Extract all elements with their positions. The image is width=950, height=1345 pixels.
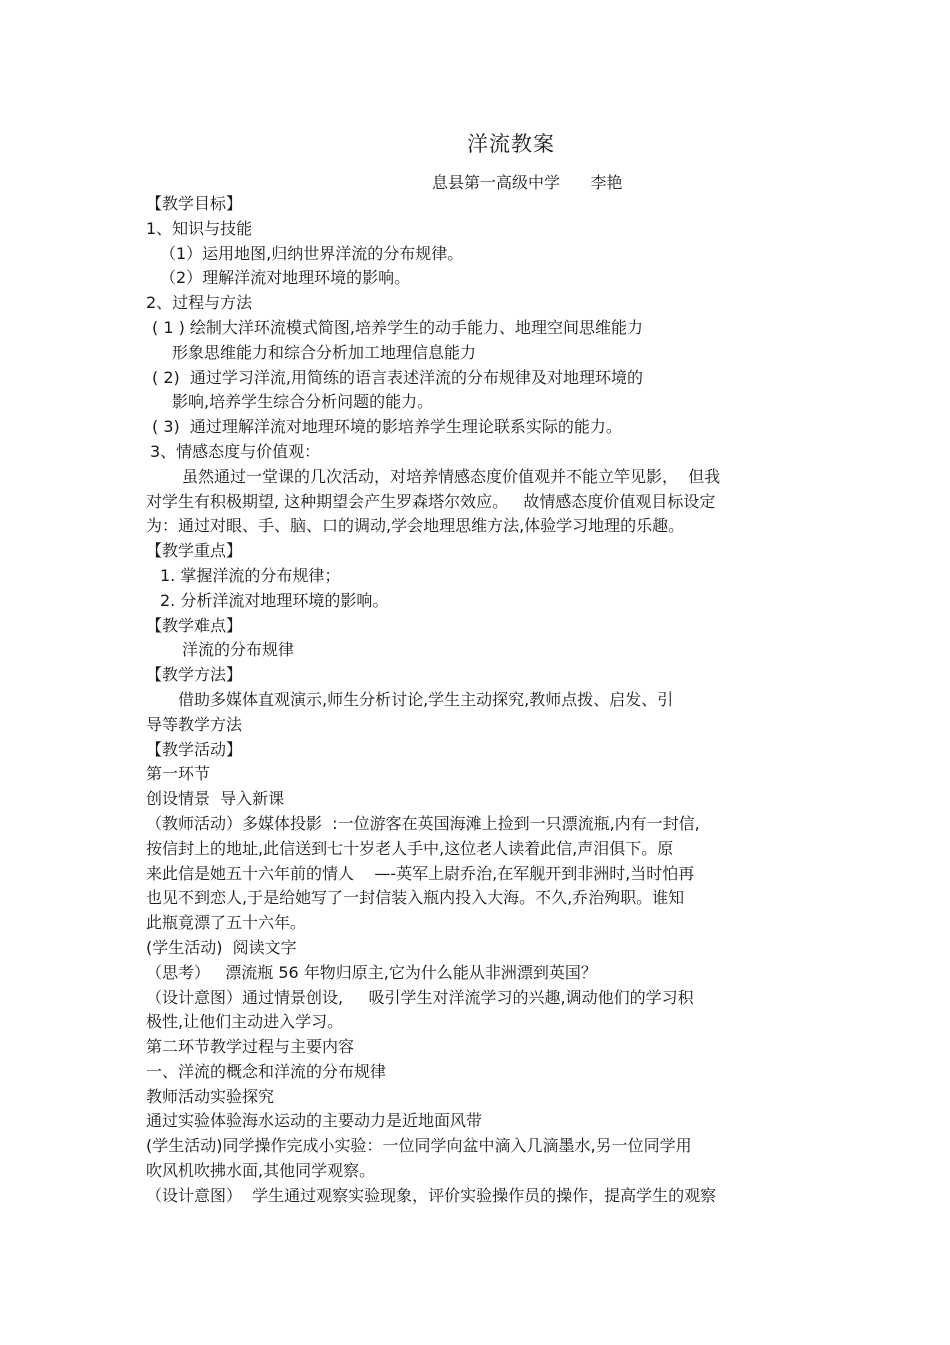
section-heading-activities: 【教学活动】 <box>146 739 243 759</box>
paragraph-line: （设计意图）通过情景创设, 吸引学生对洋流学习的兴趣,调动他们的学习积 <box>146 987 694 1007</box>
paragraph-line: 洋流的分布规律 <box>182 640 295 660</box>
paragraph-line: 教师活动实验探究 <box>146 1086 275 1106</box>
paragraph-line: 第二环节教学过程与主要内容 <box>146 1037 355 1057</box>
author-line: 息县第一高级中学 李艳 <box>432 173 623 192</box>
section-heading-key-points: 【教学重点】 <box>146 541 243 561</box>
paragraph-line: （1）运用地图,归纳世界洋流的分布规律。 <box>160 243 464 263</box>
paragraph-line: 为：通过对眼、手、脑、口的调动,学会地理思维方法,体验学习地理的乐趣。 <box>146 516 685 536</box>
paragraph-line: 极性,让他们主动进入学习。 <box>146 1012 344 1032</box>
subheading-knowledge-skills: 1、知识与技能 <box>146 218 253 238</box>
document-title: 洋流教案 <box>467 132 555 156</box>
subheading-process-method: 2、过程与方法 <box>146 293 253 313</box>
section-heading-difficulty: 【教学难点】 <box>146 615 243 635</box>
paragraph-line: (学生活动)同学操作完成小实验：一位同学向盆中滴入几滴墨水,另一位同学用 <box>146 1136 692 1156</box>
paragraph-line: ( 3) 通过理解洋流对地理环境的影培养学生理论联系实际的能力。 <box>152 417 622 437</box>
paragraph-line: 第一环节 <box>146 764 211 784</box>
subheading-emotion-values: 3、情感态度与价值观： <box>150 441 321 461</box>
paragraph-line: 形象思维能力和综合分析加工地理信息能力 <box>172 342 477 362</box>
paragraph-line: （教师活动）多媒体投影 :一位游客在英国海滩上捡到一只漂流瓶,内有一封信, <box>146 813 700 833</box>
paragraph-line: 影响,培养学生综合分析问题的能力。 <box>172 392 434 412</box>
list-item: 2. 分析洋流对地理环境的影响。 <box>160 590 389 610</box>
paragraph-line: 导等教学方法 <box>146 714 243 734</box>
paragraph-line: 通过实验体验海水运动的主要动力是近地面风带 <box>146 1111 483 1131</box>
paragraph-line: 虽然通过一堂课的几次活动，对培养情感态度价值观并不能立竿见影， 但我 <box>182 466 721 486</box>
paragraph-line: ( 2) 通过学习洋流,用简练的语言表述洋流的分布规律及对地理环境的 <box>152 367 644 387</box>
list-item: 1. 掌握洋流的分布规律； <box>160 565 341 585</box>
paragraph-line: 吹风机吹拂水面,其他同学观察。 <box>146 1161 376 1181</box>
section-heading-methods: 【教学方法】 <box>146 665 243 685</box>
paragraph-line: （设计意图） 学生通过观察实验现象，评价实验操作员的操作，提高学生的观察 <box>146 1185 717 1205</box>
paragraph-line: 也见不到恋人,于是给她写了一封信装入瓶内投入大海。不久,乔治殉职。谁知 <box>146 888 685 908</box>
paragraph-line: 按信封上的地址,此信送到七十岁老人手中,这位老人读着此信,声泪俱下。原 <box>146 838 674 858</box>
paragraph-line: (学生活动) 阅读文字 <box>146 937 297 957</box>
paragraph-line: 此瓶竟漂了五十六年。 <box>146 913 307 933</box>
document-body <box>146 192 786 1209</box>
paragraph-line: ( 1 ) 绘制大洋环流模式简图,培养学生的动手能力、地理空间思维能力 <box>152 317 644 337</box>
paragraph-line: （思考） 漂流瓶 56 年物归原主,它为什么能从非洲漂到英国？ <box>146 962 597 982</box>
paragraph-line: （2）理解洋流对地理环境的影响。 <box>160 268 411 288</box>
paragraph-line: 对学生有积极期望, 这种期望会产生罗森塔尔效应。 故情感态度价值观目标设定 <box>146 491 716 511</box>
paragraph-line: 来此信是她五十六年前的情人 —-英军上尉乔治,在军舰开到非洲时,当时怕再 <box>146 863 695 883</box>
paragraph-line: 借助多媒体直观演示,师生分析讨论,学生主动探究,教师点拨、启发、引 <box>178 689 674 709</box>
paragraph-line: 一、洋流的概念和洋流的分布规律 <box>146 1061 387 1081</box>
paragraph-line: 创设情景 导入新课 <box>146 789 285 809</box>
section-heading-objectives: 【教学目标】 <box>146 194 243 213</box>
